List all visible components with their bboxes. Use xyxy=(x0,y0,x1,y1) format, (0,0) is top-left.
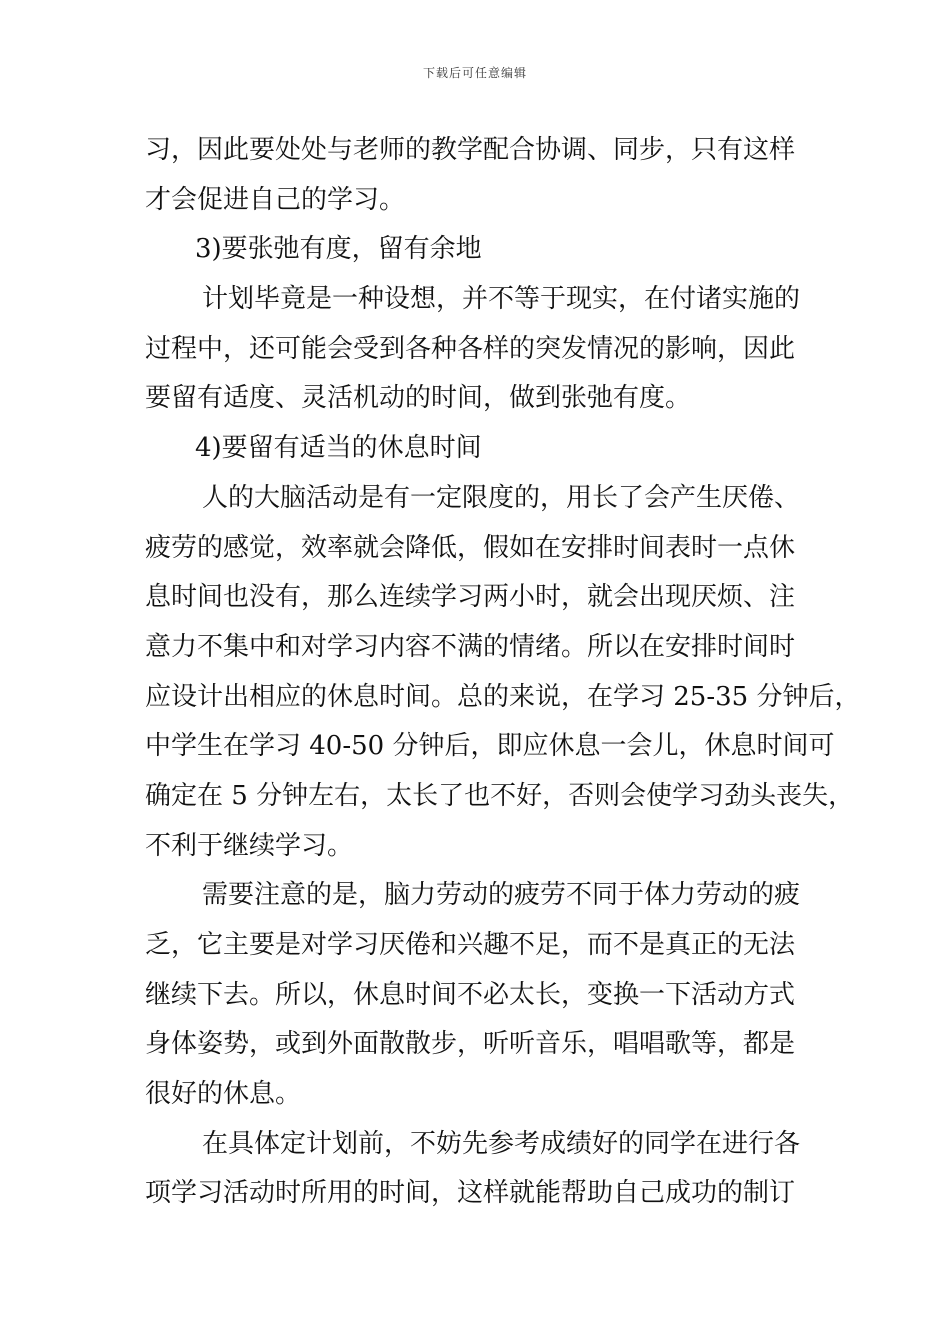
text-line: 在具体定计划前，不妨先参考成绩好的同学在进行各 xyxy=(202,1128,801,1159)
text-line: 要留有适度、灵活机动的时间，做到张弛有度。 xyxy=(145,383,692,414)
subheading: 4)要留有适当的休息时间 xyxy=(195,433,482,464)
text-line: 很好的休息。 xyxy=(145,1079,302,1110)
text-line: 项学习活动时所用的时间，这样就能帮助自己成功的制订 xyxy=(145,1178,796,1209)
text-line: 意力不集中和对学习内容不满的情绪。所以在安排时间时 xyxy=(145,631,796,662)
text-line: 确定在 5 分钟左右，太长了也不好，否则会使学习劲头丧失， xyxy=(145,780,855,811)
text-line: 继续下去。所以，休息时间不必太长，变换一下活动方式 xyxy=(145,979,796,1010)
page-header: 下载后可任意编辑 xyxy=(422,66,527,80)
text-line: 中学生在学习 40-50 分钟后，即应休息一会儿，休息时间可 xyxy=(145,731,835,762)
text-line: 需要注意的是，脑力劳动的疲劳不同于体力劳动的疲 xyxy=(202,880,801,911)
text-line: 习，因此要处处与老师的教学配合协调、同步，只有这样 xyxy=(145,135,796,165)
text-line: 乏，它主要是对学习厌倦和兴趣不足，而不是真正的无法 xyxy=(145,930,796,960)
text-line: 不利于继续学习。 xyxy=(145,830,354,861)
text-line: 身体姿势，或到外面散散步，听听音乐，唱唱歌等，都是 xyxy=(145,1029,796,1060)
text-line: 计划毕竟是一种设想，并不等于现实，在付诸实施的 xyxy=(202,284,801,315)
text-line: 才会促进自己的学习。 xyxy=(145,184,406,215)
text-line: 疲劳的感觉，效率就会降低，假如在安排时间表时一点休 xyxy=(145,532,796,563)
text-line: 过程中，还可能会受到各种各样的突发情况的影响，因此 xyxy=(145,333,796,364)
text-line: 人的大脑活动是有一定限度的，用长了会产生厌倦、 xyxy=(202,482,801,513)
text-line: 息时间也没有，那么连续学习两小时，就会出现厌烦、注 xyxy=(145,582,796,613)
text-line: 应设计出相应的休息时间。总的来说，在学习 25-35 分钟后， xyxy=(145,681,861,712)
subheading: 3)要张弛有度，留有余地 xyxy=(195,234,482,265)
document-body xyxy=(145,126,861,1219)
